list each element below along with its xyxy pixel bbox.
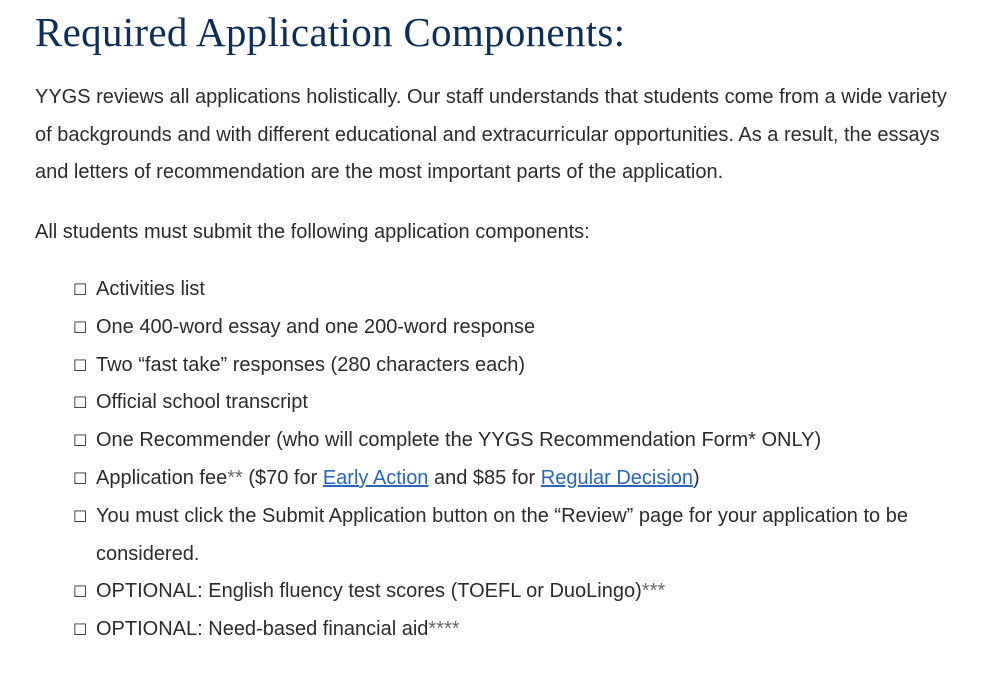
checkbox-icon: ☐ — [73, 280, 88, 299]
checkbox-icon: ☐ — [73, 582, 88, 602]
list-item-essay — [73, 309, 931, 347]
list-item-text: OPTIONAL: English fluency test scores (TOEFL or DuoLingo) — [96, 580, 642, 603]
list-item-text: Activities list — [96, 278, 205, 300]
list-item-activities — [73, 271, 931, 309]
list-item-text: Application fee — [96, 466, 228, 489]
footnote-marker: **** — [428, 618, 460, 641]
components-lead-text: All students must submit the following application components: — [35, 220, 590, 243]
list-item-english-fluency — [73, 573, 931, 611]
checkbox-icon: ☐ — [73, 393, 88, 413]
list-item-text: and $85 for — [428, 466, 541, 489]
list-item-fast-take — [73, 347, 931, 385]
footnote-marker: *** — [641, 580, 666, 603]
list-item-text: Two “fast take” responses (280 characters each) — [96, 353, 526, 376]
list-item-text: One 400-word essay and one 200-word response — [96, 315, 536, 338]
regular-decision-link[interactable]: Regular Decision — [540, 466, 694, 489]
checkbox-icon: ☐ — [73, 317, 88, 337]
page-title: Required Application Components: — [35, 9, 626, 55]
components-checklist — [35, 271, 965, 649]
checkbox-icon: ☐ — [73, 468, 88, 488]
list-item-text: You must click the Submit Application button on the “Review” page for your application to be considered. — [96, 504, 908, 565]
content-area — [35, 0, 965, 649]
list-item-text: Official school transcript — [96, 391, 308, 414]
list-item-financial-aid — [73, 611, 931, 649]
list-item-text: One Recommender (who will complete the YYGS Recommendation Form* ONLY) — [96, 429, 822, 452]
intro-paragraph: YYGS reviews all applications holistically. Our staff understands that students come from a wide variety of backgrounds and with different educational and extracurricular opportunities. As a result, the essays and letters of recommendation are the most important parts of the application. — [35, 86, 947, 183]
list-item-submit-application — [73, 498, 931, 574]
checkbox-icon: ☐ — [73, 506, 88, 526]
footnote-marker: ** — [227, 466, 243, 489]
list-item-text: ) — [693, 466, 700, 489]
list-item-transcript — [73, 384, 931, 422]
list-item-text: OPTIONAL: Need-based financial aid — [96, 618, 429, 641]
list-item-text: ($70 for — [242, 466, 323, 489]
checkbox-icon: ☐ — [73, 431, 88, 451]
checkbox-icon: ☐ — [73, 355, 88, 375]
list-item-application-fee — [73, 460, 931, 498]
checkbox-icon: ☐ — [73, 620, 88, 640]
early-action-link[interactable]: Early Action — [322, 466, 429, 489]
list-item-recommender — [73, 422, 931, 460]
